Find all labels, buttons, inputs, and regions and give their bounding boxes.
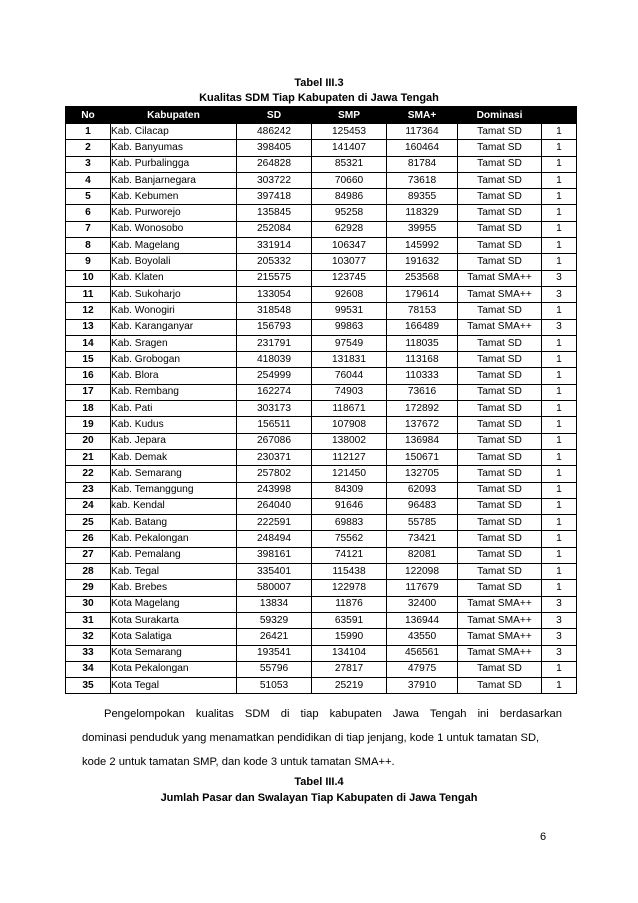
cell-kabupaten: Kab. Sragen	[111, 335, 237, 351]
cell-dominasi: Tamat SD	[458, 678, 542, 694]
cell-sma: 110333	[387, 368, 458, 384]
cell-smp: 115438	[312, 564, 387, 580]
sdm-table	[65, 106, 577, 694]
cell-sma: 117364	[387, 124, 458, 140]
cell-kabupaten: Kab. Wonosobo	[111, 221, 237, 237]
cell-smp: 62928	[312, 221, 387, 237]
cell-kabupaten: Kab. Klaten	[111, 270, 237, 286]
cell-smp: 85321	[312, 156, 387, 172]
cell-code: 1	[542, 335, 577, 351]
cell-dominasi: Tamat SD	[458, 124, 542, 140]
cell-code: 1	[542, 384, 577, 400]
cell-sd: 222591	[237, 515, 312, 531]
table-row	[66, 531, 577, 547]
cell-sd: 205332	[237, 254, 312, 270]
header-smp: SMP	[312, 107, 387, 124]
table-row	[66, 678, 577, 694]
cell-no: 21	[66, 449, 111, 465]
cell-kabupaten: Kota Semarang	[111, 645, 237, 661]
cell-kabupaten: Kota Magelang	[111, 596, 237, 612]
table-row	[66, 335, 577, 351]
cell-code: 1	[542, 156, 577, 172]
header-sd: SD	[237, 107, 312, 124]
table-row	[66, 270, 577, 286]
cell-code: 1	[542, 466, 577, 482]
cell-sd: 133054	[237, 286, 312, 302]
cell-sma: 136984	[387, 433, 458, 449]
cell-dominasi: Tamat SD	[458, 368, 542, 384]
cell-no: 7	[66, 221, 111, 237]
table-row	[66, 286, 577, 302]
paragraph-line-3: kode 2 untuk tamatan SMP, dan kode 3 untuk tamatan SMA++.	[82, 756, 395, 768]
cell-no: 28	[66, 564, 111, 580]
cell-no: 14	[66, 335, 111, 351]
cell-smp: 75562	[312, 531, 387, 547]
cell-sd: 580007	[237, 580, 312, 596]
cell-smp: 122978	[312, 580, 387, 596]
cell-code: 3	[542, 596, 577, 612]
cell-no: 1	[66, 124, 111, 140]
cell-no: 31	[66, 612, 111, 628]
cell-dominasi: Tamat SD	[458, 254, 542, 270]
cell-code: 1	[542, 449, 577, 465]
cell-no: 2	[66, 140, 111, 156]
cell-sma: 55785	[387, 515, 458, 531]
cell-sma: 253568	[387, 270, 458, 286]
cell-sd: 303722	[237, 172, 312, 188]
cell-dominasi: Tamat SD	[458, 384, 542, 400]
cell-sma: 82081	[387, 547, 458, 563]
cell-smp: 125453	[312, 124, 387, 140]
cell-dominasi: Tamat SD	[458, 498, 542, 514]
cell-smp: 141407	[312, 140, 387, 156]
cell-kabupaten: Kab. Jepara	[111, 433, 237, 449]
cell-sd: 267086	[237, 433, 312, 449]
cell-code: 1	[542, 515, 577, 531]
cell-dominasi: Tamat SD	[458, 564, 542, 580]
cell-sd: 193541	[237, 645, 312, 661]
cell-no: 12	[66, 303, 111, 319]
cell-code: 1	[542, 401, 577, 417]
table-row	[66, 140, 577, 156]
cell-dominasi: Tamat SD	[458, 401, 542, 417]
cell-sma: 122098	[387, 564, 458, 580]
cell-kabupaten: Kab. Tegal	[111, 564, 237, 580]
cell-dominasi: Tamat SD	[458, 221, 542, 237]
table-row	[66, 156, 577, 172]
cell-code: 3	[542, 270, 577, 286]
table2-title: Jumlah Pasar dan Swalayan Tiap Kabupaten di Jawa Tengah	[160, 792, 478, 804]
table-row	[66, 384, 577, 400]
cell-smp: 70660	[312, 172, 387, 188]
cell-sma: 47975	[387, 661, 458, 677]
cell-kabupaten: Kota Salatiga	[111, 629, 237, 645]
table-row	[66, 221, 577, 237]
table-row	[66, 612, 577, 628]
cell-no: 16	[66, 368, 111, 384]
cell-kabupaten: Kab. Wonogiri	[111, 303, 237, 319]
cell-dominasi: Tamat SMA++	[458, 270, 542, 286]
cell-no: 24	[66, 498, 111, 514]
cell-kabupaten: Kab. Semarang	[111, 466, 237, 482]
cell-sd: 231791	[237, 335, 312, 351]
table-row	[66, 205, 577, 221]
cell-code: 1	[542, 238, 577, 254]
cell-smp: 99531	[312, 303, 387, 319]
cell-code: 1	[542, 303, 577, 319]
cell-no: 8	[66, 238, 111, 254]
cell-sd: 13834	[237, 596, 312, 612]
cell-kabupaten: Kab. Cilacap	[111, 124, 237, 140]
cell-smp: 106347	[312, 238, 387, 254]
cell-smp: 15990	[312, 629, 387, 645]
table-row	[66, 352, 577, 368]
cell-sma: 118329	[387, 205, 458, 221]
cell-smp: 118671	[312, 401, 387, 417]
cell-sma: 73421	[387, 531, 458, 547]
cell-smp: 134104	[312, 645, 387, 661]
cell-sma: 62093	[387, 482, 458, 498]
cell-dominasi: Tamat SD	[458, 156, 542, 172]
cell-code: 1	[542, 498, 577, 514]
cell-no: 3	[66, 156, 111, 172]
cell-kabupaten: Kab. Pemalang	[111, 547, 237, 563]
table-title: Kualitas SDM Tiap Kabupaten di Jawa Tengah	[199, 92, 439, 104]
paragraph-line-1: Pengelompokan kualitas SDM di tiap kabupaten Jawa Tengah ini berdasarkan	[104, 708, 562, 720]
table-row	[66, 466, 577, 482]
cell-sd: 156511	[237, 417, 312, 433]
cell-smp: 11876	[312, 596, 387, 612]
table-row	[66, 124, 577, 140]
cell-sd: 398405	[237, 140, 312, 156]
cell-sma: 113168	[387, 352, 458, 368]
cell-code: 1	[542, 368, 577, 384]
cell-kabupaten: Kab. Purbalingga	[111, 156, 237, 172]
cell-sd: 215575	[237, 270, 312, 286]
cell-smp: 76044	[312, 368, 387, 384]
cell-sma: 145992	[387, 238, 458, 254]
cell-dominasi: Tamat SMA++	[458, 319, 542, 335]
cell-no: 18	[66, 401, 111, 417]
cell-kabupaten: Kab. Banjarnegara	[111, 172, 237, 188]
cell-kabupaten: Kab. Brebes	[111, 580, 237, 596]
cell-kabupaten: Kab. Kudus	[111, 417, 237, 433]
header-sma: SMA+	[387, 107, 458, 124]
cell-dominasi: Tamat SD	[458, 205, 542, 221]
cell-sd: 397418	[237, 189, 312, 205]
table-row	[66, 433, 577, 449]
header-no: No	[66, 107, 111, 124]
table-row	[66, 172, 577, 188]
cell-sma: 43550	[387, 629, 458, 645]
cell-code: 3	[542, 645, 577, 661]
cell-sd: 418039	[237, 352, 312, 368]
header-code	[542, 107, 577, 124]
cell-code: 1	[542, 580, 577, 596]
table-row	[66, 482, 577, 498]
cell-sd: 243998	[237, 482, 312, 498]
cell-no: 20	[66, 433, 111, 449]
cell-dominasi: Tamat SD	[458, 335, 542, 351]
cell-sd: 156793	[237, 319, 312, 335]
cell-sd: 59329	[237, 612, 312, 628]
cell-smp: 131831	[312, 352, 387, 368]
table-row	[66, 580, 577, 596]
cell-sd: 264040	[237, 498, 312, 514]
cell-sd: 55796	[237, 661, 312, 677]
cell-code: 3	[542, 286, 577, 302]
cell-dominasi: Tamat SD	[458, 433, 542, 449]
header-dominasi: Dominasi	[458, 107, 542, 124]
cell-sma: 96483	[387, 498, 458, 514]
cell-sma: 73616	[387, 384, 458, 400]
table-row	[66, 189, 577, 205]
cell-smp: 97549	[312, 335, 387, 351]
cell-sma: 160464	[387, 140, 458, 156]
table-row	[66, 498, 577, 514]
cell-no: 35	[66, 678, 111, 694]
cell-sd: 162274	[237, 384, 312, 400]
cell-no: 32	[66, 629, 111, 645]
cell-kabupaten: kab. Kendal	[111, 498, 237, 514]
cell-sma: 78153	[387, 303, 458, 319]
cell-kabupaten: Kab. Boyolali	[111, 254, 237, 270]
cell-dominasi: Tamat SD	[458, 417, 542, 433]
cell-code: 1	[542, 254, 577, 270]
cell-sd: 398161	[237, 547, 312, 563]
cell-sma: 118035	[387, 335, 458, 351]
table-row	[66, 564, 577, 580]
cell-code: 1	[542, 547, 577, 563]
cell-dominasi: Tamat SD	[458, 515, 542, 531]
cell-kabupaten: Kab. Sukoharjo	[111, 286, 237, 302]
cell-smp: 92608	[312, 286, 387, 302]
table-row	[66, 661, 577, 677]
cell-kabupaten: Kab. Temanggung	[111, 482, 237, 498]
table-header-row	[66, 107, 577, 124]
cell-sd: 26421	[237, 629, 312, 645]
cell-sma: 150671	[387, 449, 458, 465]
cell-no: 25	[66, 515, 111, 531]
cell-sd: 257802	[237, 466, 312, 482]
cell-no: 22	[66, 466, 111, 482]
cell-no: 27	[66, 547, 111, 563]
cell-sma: 179614	[387, 286, 458, 302]
cell-code: 1	[542, 205, 577, 221]
cell-kabupaten: Kab. Demak	[111, 449, 237, 465]
cell-code: 1	[542, 433, 577, 449]
cell-code: 1	[542, 417, 577, 433]
cell-sma: 81784	[387, 156, 458, 172]
cell-sma: 37910	[387, 678, 458, 694]
cell-sd: 254999	[237, 368, 312, 384]
cell-sma: 39955	[387, 221, 458, 237]
cell-no: 23	[66, 482, 111, 498]
table-row	[66, 449, 577, 465]
cell-sd: 51053	[237, 678, 312, 694]
cell-sma: 73618	[387, 172, 458, 188]
cell-dominasi: Tamat SMA++	[458, 286, 542, 302]
cell-code: 1	[542, 482, 577, 498]
cell-dominasi: Tamat SMA++	[458, 645, 542, 661]
cell-dominasi: Tamat SMA++	[458, 629, 542, 645]
cell-smp: 84986	[312, 189, 387, 205]
cell-sma: 456561	[387, 645, 458, 661]
cell-code: 1	[542, 352, 577, 368]
cell-kabupaten: Kab. Purworejo	[111, 205, 237, 221]
cell-dominasi: Tamat SMA++	[458, 596, 542, 612]
cell-sd: 248494	[237, 531, 312, 547]
cell-sd: 318548	[237, 303, 312, 319]
cell-sd: 303173	[237, 401, 312, 417]
cell-kabupaten: Kab. Rembang	[111, 384, 237, 400]
cell-no: 11	[66, 286, 111, 302]
cell-dominasi: Tamat SD	[458, 352, 542, 368]
cell-no: 9	[66, 254, 111, 270]
table-row	[66, 319, 577, 335]
cell-code: 1	[542, 564, 577, 580]
cell-dominasi: Tamat SD	[458, 580, 542, 596]
cell-no: 15	[66, 352, 111, 368]
cell-sd: 264828	[237, 156, 312, 172]
cell-smp: 103077	[312, 254, 387, 270]
cell-code: 1	[542, 140, 577, 156]
cell-smp: 99863	[312, 319, 387, 335]
cell-dominasi: Tamat SD	[458, 172, 542, 188]
cell-smp: 63591	[312, 612, 387, 628]
cell-kabupaten: Kota Surakarta	[111, 612, 237, 628]
cell-dominasi: Tamat SD	[458, 547, 542, 563]
cell-sd: 331914	[237, 238, 312, 254]
cell-dominasi: Tamat SMA++	[458, 612, 542, 628]
cell-kabupaten: Kab. Banyumas	[111, 140, 237, 156]
table-row	[66, 303, 577, 319]
cell-kabupaten: Kab. Batang	[111, 515, 237, 531]
cell-sma: 137672	[387, 417, 458, 433]
cell-sd: 486242	[237, 124, 312, 140]
cell-kabupaten: Kab. Magelang	[111, 238, 237, 254]
cell-no: 6	[66, 205, 111, 221]
table-row	[66, 645, 577, 661]
cell-sma: 172892	[387, 401, 458, 417]
table-row	[66, 401, 577, 417]
cell-dominasi: Tamat SD	[458, 140, 542, 156]
cell-smp: 25219	[312, 678, 387, 694]
paragraph-line-2: dominasi penduduk yang menamatkan pendidikan di tiap jenjang, kode 1 untuk tamatan SD,	[82, 732, 540, 744]
cell-smp: 123745	[312, 270, 387, 286]
cell-no: 30	[66, 596, 111, 612]
cell-code: 3	[542, 319, 577, 335]
cell-kabupaten: Kab. Karanganyar	[111, 319, 237, 335]
table-row	[66, 596, 577, 612]
cell-no: 17	[66, 384, 111, 400]
cell-kabupaten: Kab. Blora	[111, 368, 237, 384]
cell-sd: 252084	[237, 221, 312, 237]
cell-kabupaten: Kab. Pati	[111, 401, 237, 417]
cell-dominasi: Tamat SD	[458, 531, 542, 547]
table-label: Tabel III.3	[294, 77, 344, 89]
cell-code: 1	[542, 661, 577, 677]
cell-code: 1	[542, 678, 577, 694]
table2-label: Tabel III.4	[294, 776, 344, 788]
cell-code: 1	[542, 221, 577, 237]
table-row	[66, 547, 577, 563]
cell-no: 19	[66, 417, 111, 433]
cell-smp: 121450	[312, 466, 387, 482]
cell-smp: 91646	[312, 498, 387, 514]
cell-sma: 32400	[387, 596, 458, 612]
cell-smp: 74903	[312, 384, 387, 400]
cell-kabupaten: Kab. Pekalongan	[111, 531, 237, 547]
cell-no: 10	[66, 270, 111, 286]
cell-smp: 69883	[312, 515, 387, 531]
table-row	[66, 515, 577, 531]
cell-code: 3	[542, 629, 577, 645]
cell-dominasi: Tamat SD	[458, 661, 542, 677]
cell-dominasi: Tamat SD	[458, 449, 542, 465]
table-row	[66, 629, 577, 645]
cell-smp: 84309	[312, 482, 387, 498]
cell-smp: 27817	[312, 661, 387, 677]
cell-smp: 74121	[312, 547, 387, 563]
cell-sd: 335401	[237, 564, 312, 580]
cell-code: 1	[542, 189, 577, 205]
cell-sd: 135845	[237, 205, 312, 221]
cell-dominasi: Tamat SD	[458, 303, 542, 319]
cell-no: 26	[66, 531, 111, 547]
header-kabupaten: Kabupaten	[111, 107, 237, 124]
cell-dominasi: Tamat SD	[458, 482, 542, 498]
cell-kabupaten: Kota Pekalongan	[111, 661, 237, 677]
cell-no: 5	[66, 189, 111, 205]
cell-dominasi: Tamat SD	[458, 189, 542, 205]
cell-kabupaten: Kota Tegal	[111, 678, 237, 694]
table-row	[66, 238, 577, 254]
cell-kabupaten: Kab. Grobogan	[111, 352, 237, 368]
cell-sma: 89355	[387, 189, 458, 205]
table-row	[66, 254, 577, 270]
page-number: 6	[540, 831, 547, 843]
cell-no: 34	[66, 661, 111, 677]
table-row	[66, 417, 577, 433]
cell-smp: 112127	[312, 449, 387, 465]
cell-smp: 107908	[312, 417, 387, 433]
cell-code: 1	[542, 172, 577, 188]
cell-sd: 230371	[237, 449, 312, 465]
cell-no: 33	[66, 645, 111, 661]
cell-sma: 117679	[387, 580, 458, 596]
table-row	[66, 368, 577, 384]
cell-no: 29	[66, 580, 111, 596]
cell-smp: 138002	[312, 433, 387, 449]
cell-kabupaten: Kab. Kebumen	[111, 189, 237, 205]
cell-no: 13	[66, 319, 111, 335]
cell-dominasi: Tamat SD	[458, 238, 542, 254]
cell-sma: 132705	[387, 466, 458, 482]
cell-smp: 95258	[312, 205, 387, 221]
cell-sma: 191632	[387, 254, 458, 270]
cell-code: 1	[542, 531, 577, 547]
cell-sma: 166489	[387, 319, 458, 335]
cell-sma: 136944	[387, 612, 458, 628]
cell-no: 4	[66, 172, 111, 188]
cell-code: 3	[542, 612, 577, 628]
cell-code: 1	[542, 124, 577, 140]
cell-dominasi: Tamat SD	[458, 466, 542, 482]
